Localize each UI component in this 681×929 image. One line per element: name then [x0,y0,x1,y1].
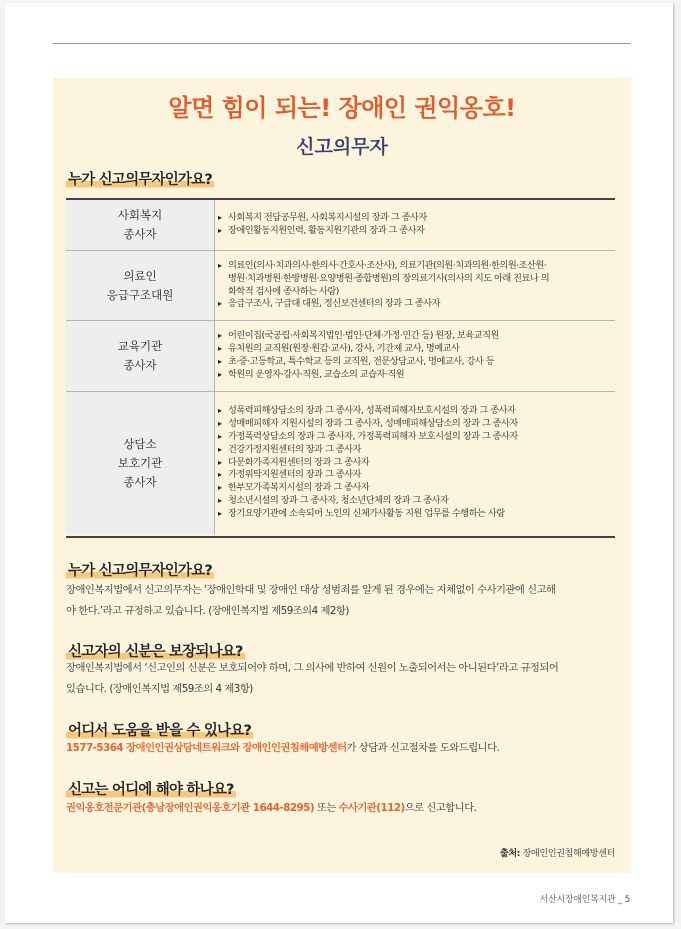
top-divider [53,43,631,44]
list-item: ▸ 초·중·고등학교, 특수학교 등의 교직원, 전문상담교사, 명예교사, 강사 등 [218,356,613,369]
source-text: 장애인인권침해예방센터 [520,849,615,859]
list-item: ▸ 다문화가족지원센터의 장과 그 종사자 [218,457,613,470]
items-cell [218,200,613,250]
body-text: 또는 [314,802,339,814]
section-body [66,658,621,700]
category-cell [66,200,215,250]
category-cell [66,321,215,391]
list-item-continued: 화학적 검사에 종사하는 사람) [228,285,339,297]
section-heading: 신고는 어디에 해야 하나요? [66,778,236,799]
table-row [66,200,615,251]
table-row [66,392,615,534]
category-cell [66,251,215,320]
category-line: 종사자 [123,358,157,372]
source-label: 출처: [500,849,521,859]
category-line: 상담소 [123,436,157,451]
body-line: 야 한다.’라고 규정하고 있습니다. (장애인복지법 제59조의4 제2항) [66,605,349,617]
list-item: ▸ 성매매피해자 지원시설의 장과 그 종사자, 성매매피해상담소의 장과 그 종사자 [218,418,613,431]
body-text: 가 상담과 신고절차를 도와드립니다. [346,742,500,754]
category-line: 종사자 [123,474,157,489]
list-item: ▸ 유치원의 교직원(원장·원감·교사), 강사, 기간제 교사, 명예교사 [218,343,613,356]
category-line: 교육기관 [117,339,163,353]
body-line: 있습니다. (장애인복지법 제59조의 4 제3항) [66,683,253,695]
list-item: ▸ 사회복지 전담공무원, 사회복지시설의 장과 그 종사자 [218,212,613,225]
list-item: ▸ 의료인(의사·치과의사·한의사·간호사·조산사), 의료기관(의원·치과의원·한의원·조산원· [218,260,613,273]
advocacy-contact: 권익옹호전문기관(충남장애인권익옹호기관 1644-8295) [66,802,315,814]
section-heading: 누가 신고의무자인가요? [66,559,214,580]
section-body [66,738,621,759]
help-contact: 1577-5364 장애인인권상담네트워크와 장애인인권침해예방센터 [66,742,347,754]
list-item: ▸ 가정위탁지원센터의 장과 그 종사자 [218,469,613,482]
table-row [66,251,615,321]
list-item-continued: 병원·치과병원·한방병원·요양병원·종합병원)의 장의료기사(의사의 지도 아래 진료나 의 [228,272,550,284]
table-row [66,321,615,392]
police-contact: 수사기관(112) [338,802,405,814]
page-footer: 서산시장애인복지관 _ 5 [539,895,630,905]
page [5,3,673,923]
list-item: ▸ 건강가정지원센터의 장과 그 종사자 [218,444,613,457]
list-item: ▸ 장기요양기관에 소속되어 노인의 신체가사활동 지원 업무를 수행하는 사람 [218,508,613,521]
sub-title: 신고의무자 [296,136,388,158]
list-item: ▸ 한부모가족복지시설의 장과 그 종사자 [218,482,613,495]
table-heading: 누가 신고의무자인가요? [66,168,214,189]
category-line: 보호기관 [117,455,163,470]
body-line: 장애인복지법에서 ‘신고인의 신분은 보호되어야 하며, 그 의사에 반하여 신원이 노출되어서는 아니된다’라고 규정되어 [66,662,559,674]
body-line: 장애인복지법에서 신고의무자는 ‘장애인학대 및 장애인 대상 성범죄를 알게 된 경우에는 지체없이 수사기관에 신고해 [66,584,556,596]
source-credit [500,846,615,859]
items-cell [218,392,613,534]
category-line: 사회복지 [117,208,163,222]
items-cell [218,251,613,320]
main-title: 알면 힘이 되는! 장애인 권익옹호! [168,94,516,122]
reporter-table [66,198,615,538]
list-item: ▸ 가정폭력상담소의 장과 그 종사자, 가정폭력피해자 보호시설의 장과 그 종사자 [218,431,613,444]
category-line: 응급구조대원 [106,287,174,302]
list-item: ▸ 성폭력피해상담소의 장과 그 종사자, 성폭력피해자보호시설의 장과 그 종사자 [218,405,613,418]
section-heading: 신고자의 신분은 보장되나요? [66,640,245,661]
section-body [66,798,621,819]
body-text: 으로 신고합니다. [404,802,477,814]
category-line: 종사자 [123,227,157,241]
section-heading: 어디서 도움을 받을 수 있나요? [66,719,253,740]
category-cell [66,392,215,534]
list-item: ▸ 청소년시설의 장과 그 종사자, 청소년단체의 장과 그 종사자 [218,495,613,508]
items-cell [218,321,613,391]
list-item: ▸ 장애인활동지원인력, 활동지원기관의 장과 그 종사자 [218,225,613,238]
list-item: ▸ 응급구조사, 구급대 대원, 정신보건센터의 장과 그 종사자 [218,298,613,311]
category-line: 의료인 [123,268,157,283]
list-item: ▸ 어린이집(국공립·사회복지법인·법인·단체·가정·민간 등) 원장, 보육교직원 [218,330,613,343]
section-body [66,580,621,622]
list-item: ▸ 학원의 운영자·강사·직원, 교습소의 교습자·직원 [218,369,613,382]
info-panel [53,78,631,873]
